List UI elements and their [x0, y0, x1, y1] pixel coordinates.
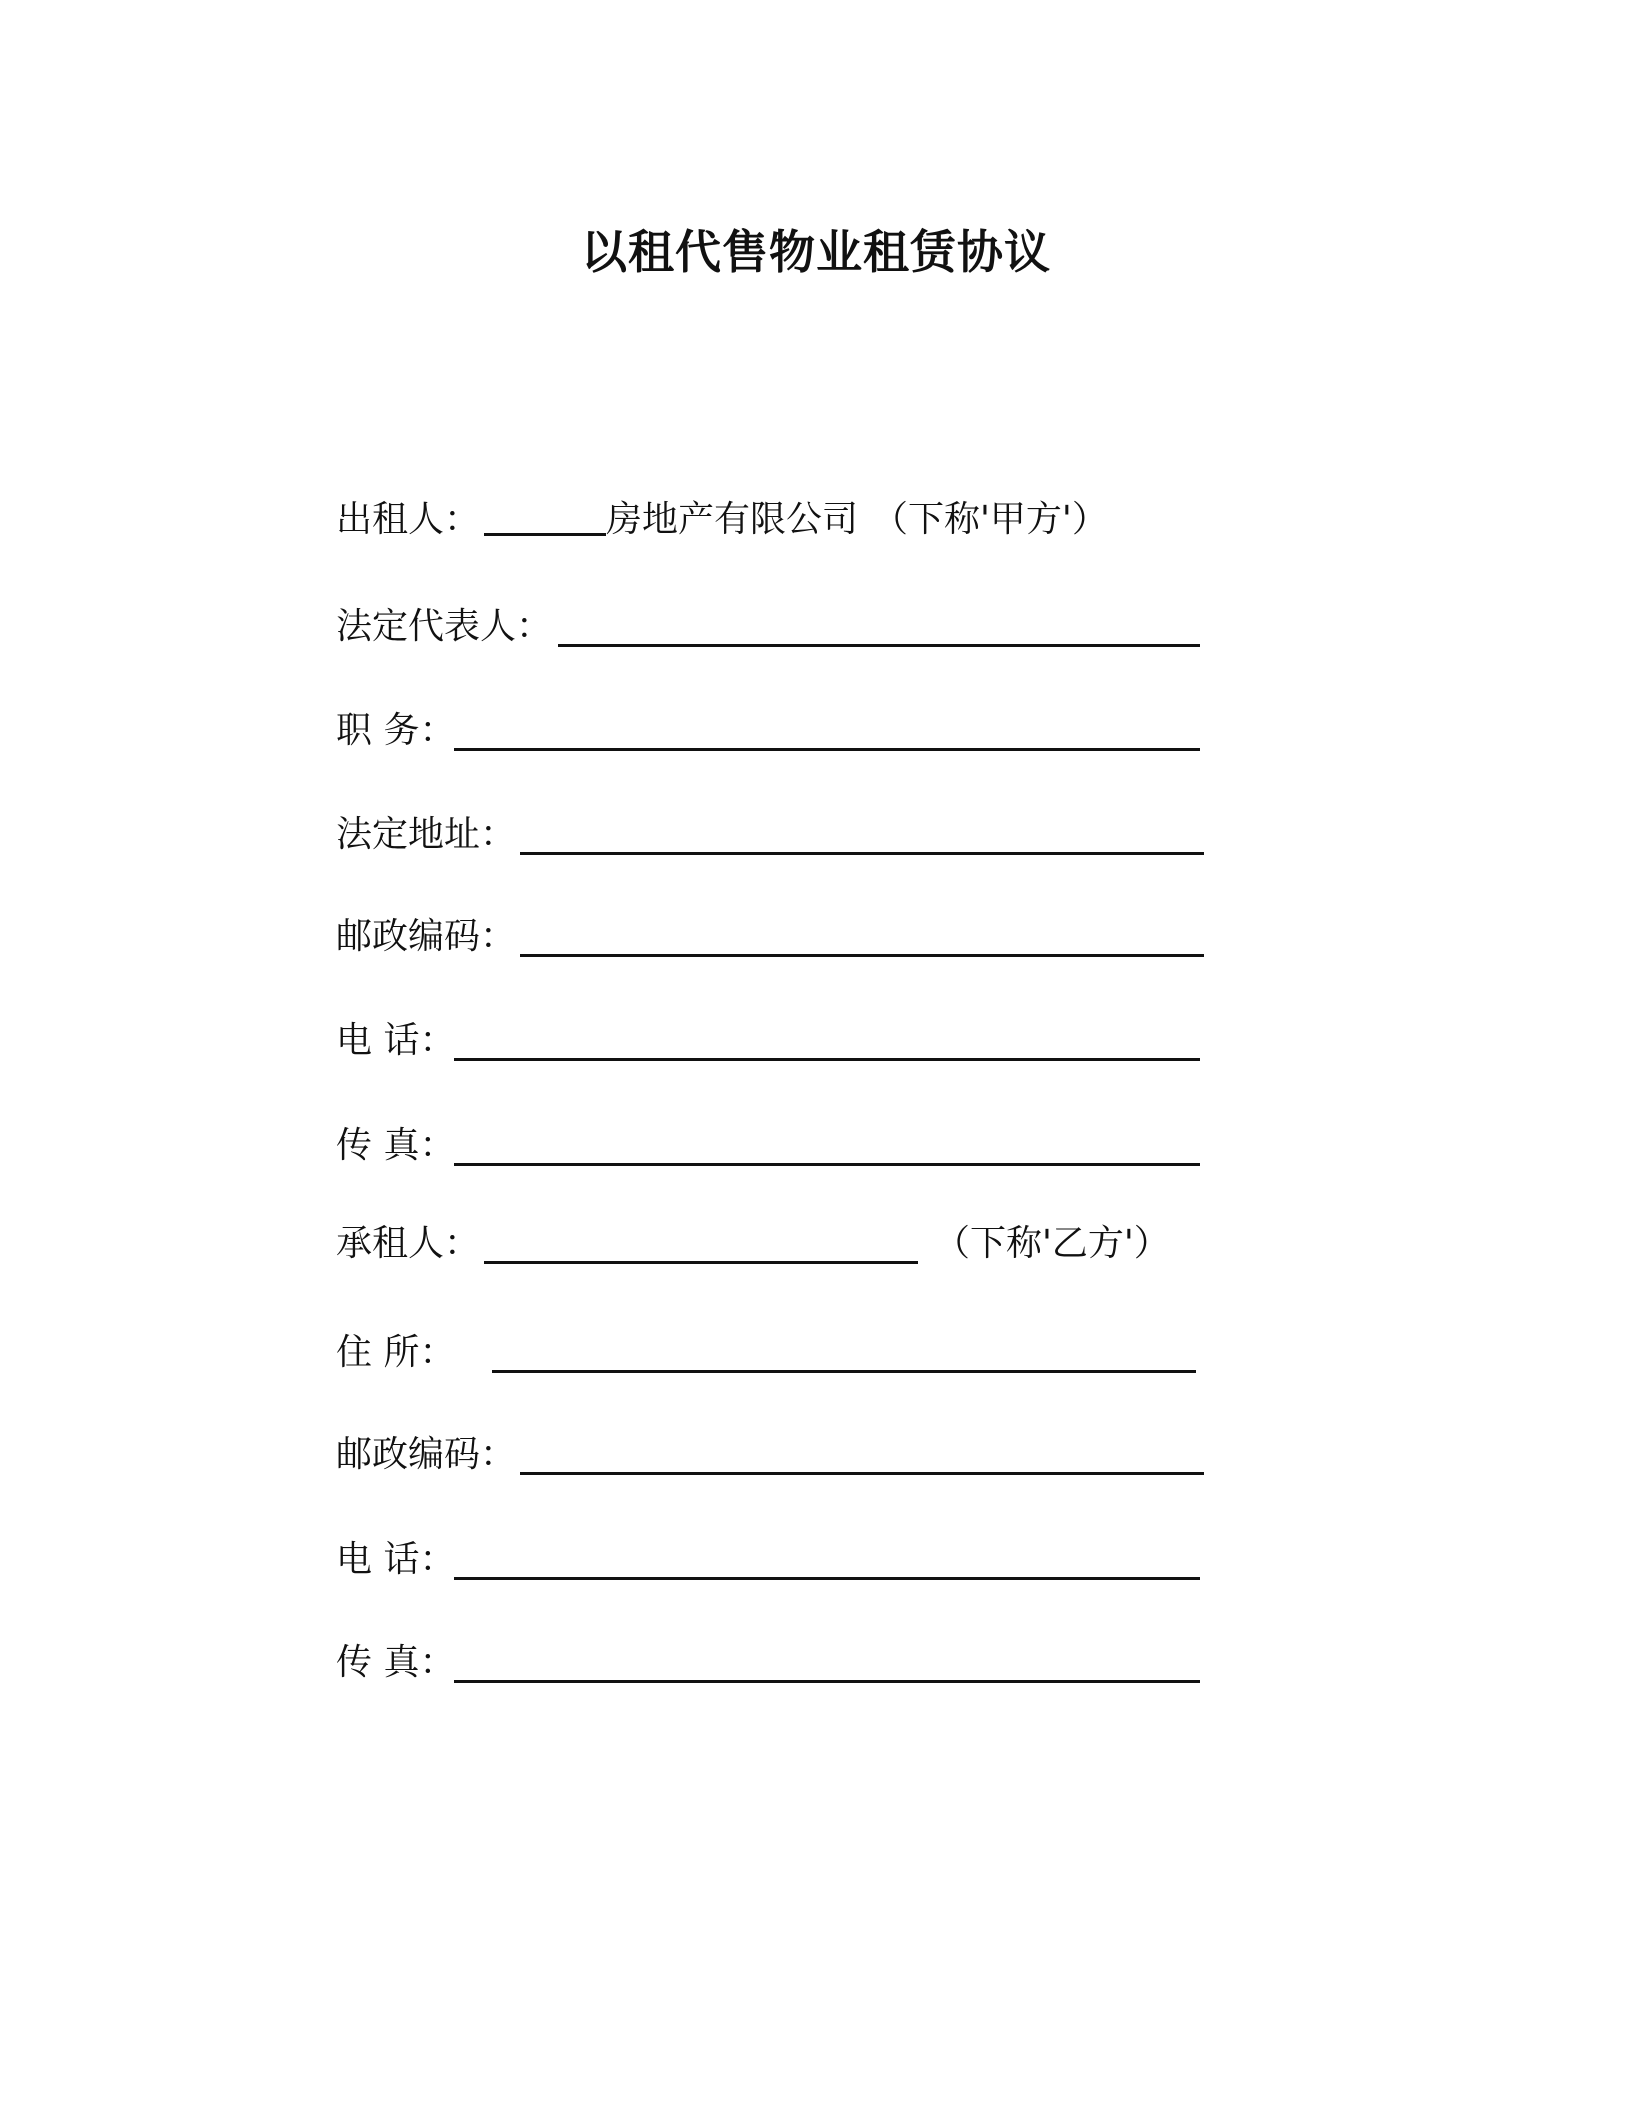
residence-row	[336, 1328, 1206, 1378]
legal-rep-row	[336, 602, 1206, 652]
phone-a-blank	[454, 1058, 1200, 1061]
document-title: 以租代售物业租赁协议	[581, 225, 1051, 279]
fax-a-blank	[454, 1163, 1200, 1166]
lessor-name-blank	[484, 495, 606, 536]
postcode-a-row	[336, 912, 1206, 962]
postcode-b-row	[336, 1430, 1206, 1480]
lessor-row	[336, 495, 1236, 545]
fax-b-label: 传 真：	[336, 1642, 456, 1683]
position-label: 职 务：	[336, 710, 456, 751]
position-row	[336, 706, 1206, 756]
legal-address-label: 法定地址：	[336, 814, 517, 855]
legal-address-blank	[520, 852, 1204, 855]
phone-b-row	[336, 1535, 1206, 1585]
residence-blank	[492, 1370, 1196, 1373]
fax-a-row	[336, 1121, 1206, 1171]
postcode-a-label: 邮政编码：	[336, 916, 517, 957]
phone-a-label: 电 话：	[336, 1020, 456, 1061]
position-blank	[454, 748, 1200, 751]
lessee-row	[336, 1219, 1236, 1269]
fax-b-row	[336, 1638, 1206, 1688]
postcode-b-label: 邮政编码：	[336, 1434, 517, 1475]
legal-rep-label: 法定代表人：	[336, 606, 553, 647]
lessee-note: （下称'乙方'）	[934, 1223, 1170, 1264]
lessor-label: 出租人：	[336, 499, 481, 540]
postcode-a-blank	[520, 954, 1204, 957]
lessor-note: （下称'甲方'）	[872, 499, 1108, 540]
legal-rep-blank	[558, 644, 1200, 647]
legal-address-row	[336, 810, 1206, 860]
fax-b-blank	[454, 1680, 1200, 1683]
residence-label: 住 所：	[336, 1332, 456, 1373]
lessor-company: 房地产有限公司	[606, 499, 859, 540]
lessee-name-blank	[484, 1261, 918, 1264]
phone-b-blank	[454, 1577, 1200, 1580]
phone-a-row	[336, 1016, 1206, 1066]
phone-b-label: 电 话：	[336, 1539, 456, 1580]
lessee-label: 承租人：	[336, 1223, 481, 1264]
postcode-b-blank	[520, 1472, 1204, 1475]
fax-a-label: 传 真：	[336, 1125, 456, 1166]
